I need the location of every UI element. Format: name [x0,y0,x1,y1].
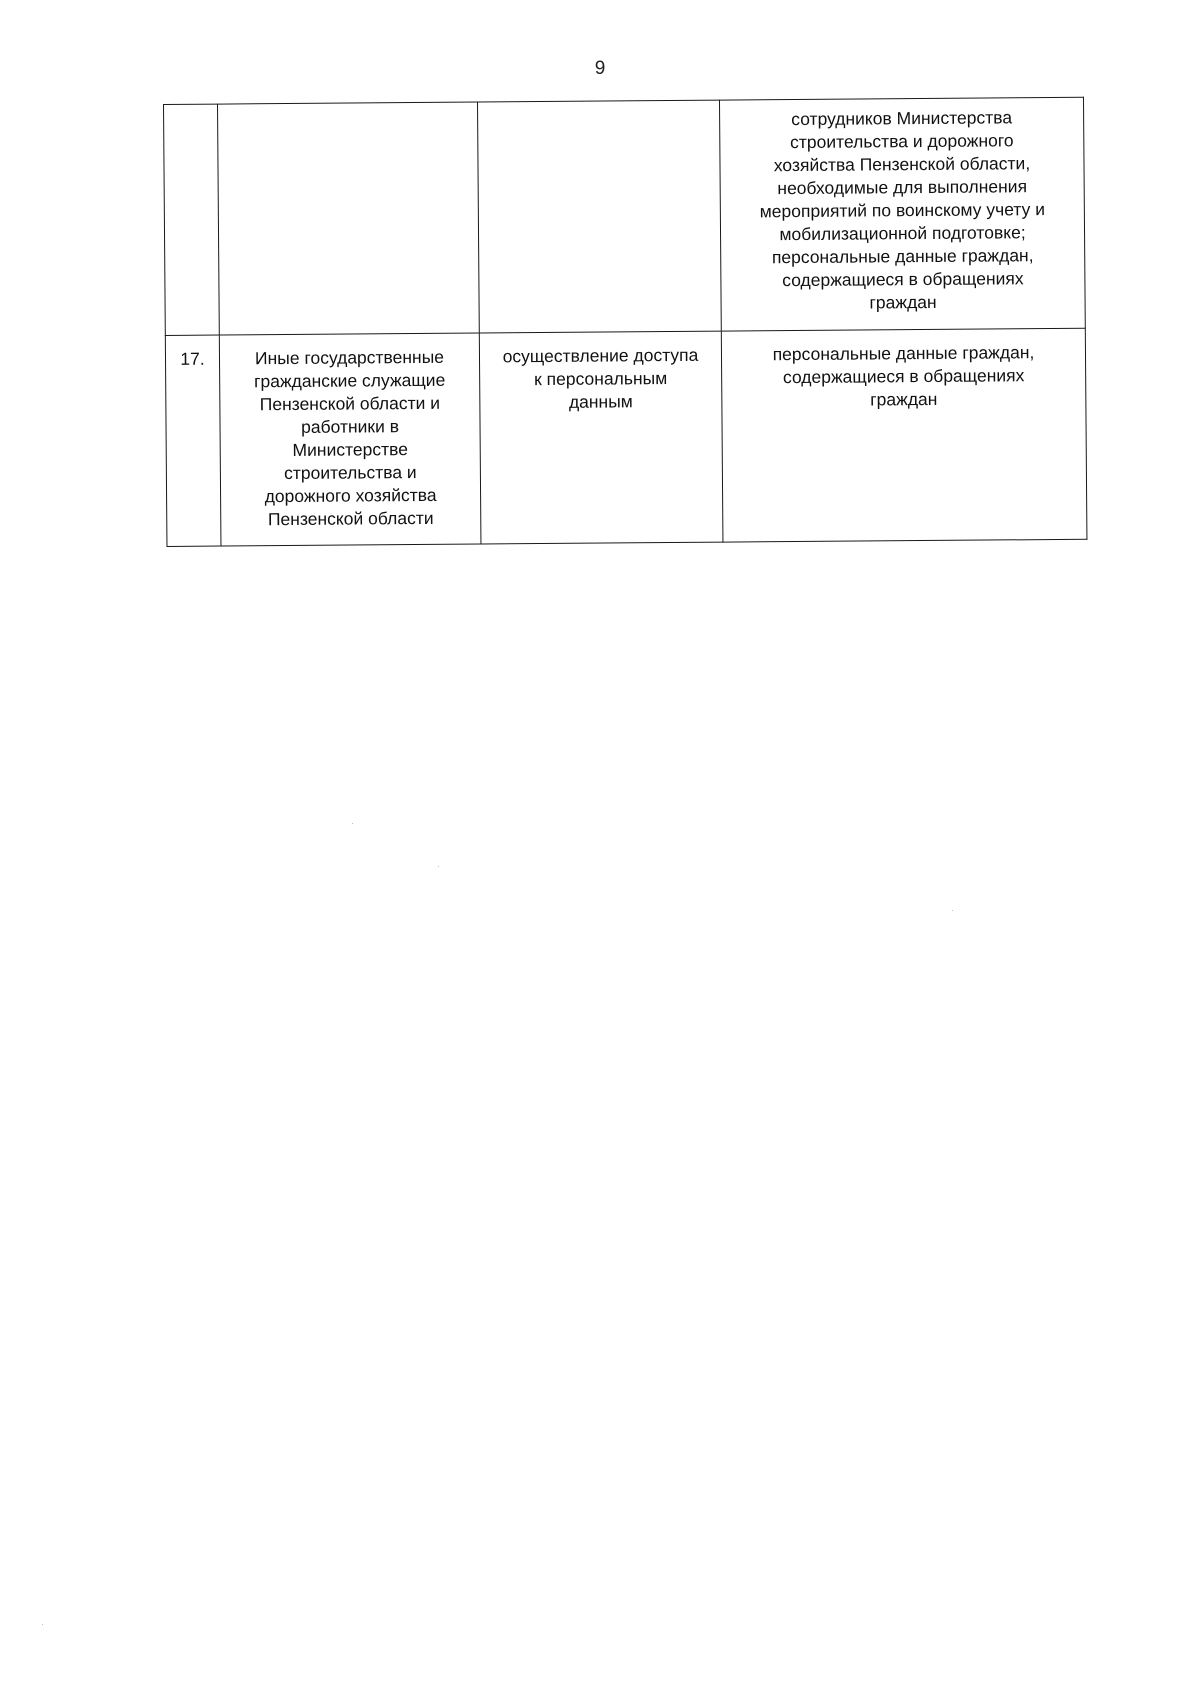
personnel-text: Иные государственные гражданские служащие Пензенской области и работники в Министерстве строительства и дорожного хозяйства Пензенской области [253,346,446,530]
personnel-cell [219,333,481,546]
personnel-cell [218,102,480,335]
table-row [165,328,1087,546]
scan-speck [42,1624,43,1625]
data-category-cell [721,328,1087,542]
personal-data-access-table [163,97,1087,547]
row-number-cell: 17. [165,335,221,546]
scan-speck [352,823,353,824]
data-category-text: сотрудников Министерства строительства и дорожного хозяйства Пензенской области, необходимые для выполнения мероприятий по воинскому учету и мобилизационной подготовке; персональные данные граждан, содержащиеся в обращениях граждан [759,107,1046,313]
table-row [164,97,1086,335]
data-category-cell [719,97,1085,331]
action-cell [477,100,721,333]
data-category-text: персональные данные граждан, содержащиеся в обращениях граждан [772,342,1035,410]
action-text: осуществление доступа к персональным данным [502,344,699,412]
row-number-cell [164,104,220,335]
action-cell [479,331,723,544]
page-number: 9 [594,58,606,79]
scan-speck [952,910,953,911]
scan-speck [438,866,439,867]
